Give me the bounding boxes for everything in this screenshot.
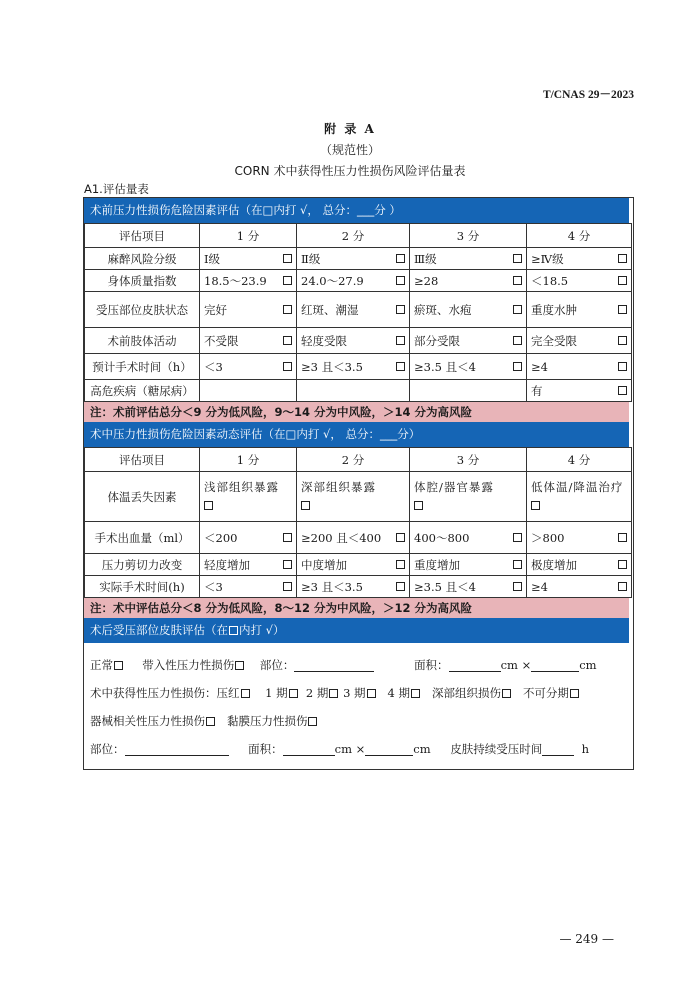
item-label: 身体质量指数 <box>85 270 200 292</box>
column-header: 4 分 <box>527 448 632 472</box>
postop-section-header <box>84 618 629 643</box>
score-option <box>531 557 627 573</box>
score-option <box>414 274 522 288</box>
score-option <box>204 579 292 595</box>
option-checkbox[interactable] <box>396 533 405 542</box>
score-option-cell <box>410 576 527 598</box>
mucosal-injury-checkbox[interactable] <box>308 717 317 726</box>
option-label: ＞800 <box>531 530 565 545</box>
score-option <box>531 333 627 349</box>
option-label: 完全受限 <box>531 333 577 348</box>
score-option <box>301 251 405 267</box>
stage2-checkbox[interactable] <box>329 689 338 698</box>
option-checkbox[interactable] <box>618 533 627 542</box>
option-checkbox[interactable] <box>513 305 522 314</box>
score-option-cell <box>297 554 410 576</box>
table-row <box>85 270 632 292</box>
score-option <box>301 273 405 289</box>
option-checkbox[interactable] <box>618 305 627 314</box>
option-checkbox[interactable] <box>396 254 405 263</box>
option-checkbox[interactable] <box>283 560 292 569</box>
score-option <box>531 251 627 267</box>
option-checkbox[interactable] <box>396 336 405 345</box>
intraop-risk-note: 注：术中评估总分＜8 分为低风险，8～12 分为中风险，＞12 分为高风险 <box>84 598 629 618</box>
score-option <box>204 273 292 289</box>
stage3-label: 3 期 <box>343 686 366 700</box>
score-option <box>301 302 405 318</box>
item-label: 手术出血量（ml） <box>85 522 200 554</box>
column-header: 2 分 <box>297 224 410 248</box>
score-option-cell <box>200 380 297 402</box>
area-length-field[interactable] <box>449 657 501 672</box>
option-checkbox[interactable] <box>396 305 405 314</box>
column-header: 评估项目 <box>85 448 200 472</box>
postop-header-tail: 内打 √） <box>239 623 285 637</box>
option-checkbox[interactable] <box>301 501 310 510</box>
option-label: ＜3 <box>204 359 223 374</box>
table-row <box>85 292 632 328</box>
option-label: Ⅱ级 <box>301 251 321 266</box>
option-label: 深部组织暴露 <box>301 479 376 494</box>
option-label: ≥4 <box>531 359 548 374</box>
option-label: 重度增加 <box>414 557 460 572</box>
table-row <box>85 328 632 354</box>
table-row <box>85 522 632 554</box>
score-option <box>414 530 522 546</box>
option-label: ＜3 <box>204 579 223 594</box>
score-option-cell <box>297 292 410 328</box>
normal-label: 正常 <box>90 658 113 672</box>
score-option-cell <box>527 522 632 554</box>
preop-risk-note: 注：术前评估总分＜9 分为低风险，9～14 分为中风险，＞14 分为高风险 <box>84 402 629 422</box>
device-injury-label: 器械相关性压力性损伤 <box>90 714 205 728</box>
postop-line-1 <box>90 651 627 679</box>
score-option-cell <box>297 380 410 402</box>
score-option-cell <box>410 292 527 328</box>
score-option-cell <box>297 270 410 292</box>
standard-number: T/CNAS 29－2023 <box>542 89 634 101</box>
score-option-cell <box>410 270 527 292</box>
area-width-field[interactable] <box>365 741 413 756</box>
item-label: 麻醉风险分级 <box>85 248 200 270</box>
score-option <box>204 557 292 573</box>
option-checkbox[interactable] <box>283 254 292 263</box>
scale-title: CORN 术中获得性压力性损伤风险评估量表 <box>234 164 466 178</box>
option-checkbox[interactable] <box>513 533 522 542</box>
option-label: ≥4 <box>531 579 548 594</box>
option-checkbox[interactable] <box>513 276 522 285</box>
option-label: 重度水肿 <box>531 302 577 317</box>
option-checkbox[interactable] <box>618 336 627 345</box>
acquired-injury-label: 术中获得性压力性损伤：压红 <box>90 686 240 700</box>
option-checkbox[interactable] <box>283 336 292 345</box>
option-label: ＜18.5 <box>531 273 569 288</box>
brought-in-injury-checkbox[interactable] <box>235 661 244 670</box>
option-checkbox[interactable] <box>204 501 213 510</box>
option-label: 体腔/器官暴露 <box>414 479 494 494</box>
item-label: 受压部位皮肤状态 <box>85 292 200 328</box>
option-label: ≥200 且＜400 <box>301 530 382 545</box>
header-row <box>85 224 632 248</box>
option-label: ≥3.5 且＜4 <box>414 579 476 594</box>
option-checkbox[interactable] <box>283 533 292 542</box>
area-length-field[interactable] <box>283 741 335 756</box>
table-row <box>85 472 632 522</box>
stage2-label: 2 期 <box>305 686 329 700</box>
score-option-cell <box>200 576 297 598</box>
column-header: 3 分 <box>410 224 527 248</box>
option-label: 中度增加 <box>301 557 347 572</box>
score-option-cell <box>200 554 297 576</box>
appendix-nature: （规范性） <box>319 143 380 157</box>
deep-tissue-checkbox[interactable] <box>502 689 511 698</box>
item-label: 预计手术时间（h） <box>85 354 200 380</box>
unstageable-label: 不可分期 <box>522 686 569 700</box>
item-label: 压力剪切力改变 <box>85 554 200 576</box>
score-option-cell <box>410 554 527 576</box>
option-checkbox[interactable] <box>618 362 627 371</box>
column-header: 1 分 <box>200 224 297 248</box>
site-label: 部位： <box>90 742 125 756</box>
score-option <box>531 360 627 374</box>
option-checkbox[interactable] <box>513 362 522 371</box>
postop-line-3 <box>90 707 627 735</box>
intraop-table <box>84 447 632 598</box>
hours-label: h <box>581 742 590 756</box>
score-option <box>531 383 627 399</box>
score-option <box>414 333 522 349</box>
option-label: Ⅲ级 <box>414 251 437 266</box>
duration-label: 皮肤持续受压时间 <box>450 742 543 756</box>
duration-field[interactable] <box>542 741 574 756</box>
option-checkbox[interactable] <box>618 254 627 263</box>
score-option <box>204 333 292 349</box>
area-label: 面积： <box>414 658 449 672</box>
score-option-cell <box>527 472 632 522</box>
site-field[interactable] <box>125 741 229 756</box>
cm-label: cm <box>579 658 597 672</box>
option-label: ≥3 且＜3.5 <box>301 359 363 374</box>
score-option-cell <box>410 380 527 402</box>
stage1-label: 1 期 <box>265 686 288 700</box>
score-option <box>301 557 405 573</box>
option-checkbox[interactable] <box>283 305 292 314</box>
option-checkbox[interactable] <box>283 276 292 285</box>
option-label: 有 <box>531 383 543 398</box>
area-label: 面积： <box>248 742 283 756</box>
score-option <box>531 273 627 289</box>
table-row <box>85 576 632 598</box>
score-option-cell <box>200 328 297 354</box>
area-width-field[interactable] <box>531 657 579 672</box>
option-checkbox[interactable] <box>396 362 405 371</box>
header-row <box>85 448 632 472</box>
score-option-cell <box>410 328 527 354</box>
score-option-cell <box>410 472 527 522</box>
score-option-cell <box>410 522 527 554</box>
site-label: 部位： <box>259 658 295 672</box>
option-checkbox[interactable] <box>618 560 627 569</box>
option-label: ≥3 且＜3.5 <box>301 579 363 594</box>
postop-line-2 <box>90 679 627 707</box>
score-option-cell <box>200 248 297 270</box>
score-option <box>301 333 405 349</box>
column-header: 评估项目 <box>85 224 200 248</box>
score-option-cell <box>200 292 297 328</box>
score-option-cell <box>527 380 632 402</box>
item-label: 高危疾病（糖尿病） <box>85 380 200 402</box>
option-label: 轻度增加 <box>204 557 250 572</box>
option-label: 400～800 <box>414 530 470 545</box>
assessment-form <box>83 197 634 770</box>
column-header: 1 分 <box>200 448 297 472</box>
site-field[interactable] <box>294 657 374 672</box>
score-option-cell <box>297 248 410 270</box>
page-number: — 249 — <box>559 932 614 946</box>
score-option-cell <box>527 576 632 598</box>
option-label: 24.0～27.9 <box>301 273 364 288</box>
section-label: A1.评估量表 <box>84 182 149 196</box>
cm-label: cm <box>413 742 431 756</box>
score-option <box>414 251 522 267</box>
option-label: 部分受限 <box>414 333 460 348</box>
option-label: 低体温/降温治疗 <box>531 479 624 494</box>
score-option <box>414 557 522 573</box>
intraop-section-header: 术中压力性损伤危险因素动态评估（在□内打 √， 总分：___分） <box>84 422 629 447</box>
score-option-cell <box>200 354 297 380</box>
table-row <box>85 248 632 270</box>
item-label: 体温丢失因素 <box>85 472 200 522</box>
option-checkbox[interactable] <box>283 362 292 371</box>
normal-checkbox[interactable] <box>114 661 123 670</box>
preop-table <box>84 223 632 402</box>
option-label: 瘀斑、水疱 <box>414 302 472 317</box>
score-option-cell <box>297 472 410 522</box>
option-checkbox[interactable] <box>618 582 627 591</box>
option-checkbox[interactable] <box>513 582 522 591</box>
option-label: 红斑、潮湿 <box>301 302 359 317</box>
score-option-cell <box>527 248 632 270</box>
cm-times-label: cm × <box>500 658 532 672</box>
option-checkbox[interactable] <box>513 254 522 263</box>
stage4-checkbox[interactable] <box>411 689 420 698</box>
option-label: ≥28 <box>414 273 439 288</box>
table-row <box>85 380 632 402</box>
appendix-title: 附 录 A <box>324 122 376 136</box>
cm-times-label: cm × <box>334 742 366 756</box>
score-option <box>301 579 405 595</box>
score-option-cell <box>297 328 410 354</box>
score-option <box>204 251 292 267</box>
score-option-cell <box>410 354 527 380</box>
score-option-cell <box>297 522 410 554</box>
column-header: 4 分 <box>527 224 632 248</box>
score-option <box>301 530 405 546</box>
score-option-cell <box>200 472 297 522</box>
option-checkbox[interactable] <box>531 501 540 510</box>
preop-section-header: 术前压力性损伤危险因素评估（在□内打 √， 总分：___分 ） <box>84 198 629 223</box>
score-option <box>414 579 522 595</box>
option-checkbox[interactable] <box>618 276 627 285</box>
option-label: ≥3.5 且＜4 <box>414 359 476 374</box>
option-checkbox[interactable] <box>396 560 405 569</box>
option-checkbox[interactable] <box>618 386 627 395</box>
option-checkbox[interactable] <box>414 501 423 510</box>
postop-line-4 <box>90 735 627 763</box>
option-label: Ⅰ级 <box>204 251 221 266</box>
redness-checkbox[interactable] <box>241 689 250 698</box>
score-option <box>414 302 522 318</box>
score-option-cell <box>527 328 632 354</box>
item-label: 术前肢体活动 <box>85 328 200 354</box>
column-header: 3 分 <box>410 448 527 472</box>
item-label: 实际手术时间(h) <box>85 576 200 598</box>
score-option <box>301 359 405 375</box>
option-checkbox[interactable] <box>396 276 405 285</box>
option-label: 不受限 <box>204 333 239 348</box>
score-option <box>204 302 292 318</box>
brought-in-injury-label: 带入性压力性损伤 <box>142 658 235 672</box>
stage3-checkbox[interactable] <box>367 689 376 698</box>
checkbox-icon <box>229 626 238 635</box>
score-option-cell <box>410 248 527 270</box>
option-label: 极度增加 <box>531 557 577 572</box>
option-label: ≥Ⅳ级 <box>531 251 564 266</box>
mucosal-injury-label: 黏膜压力性损伤 <box>226 714 308 728</box>
score-option <box>531 302 627 318</box>
option-checkbox[interactable] <box>513 336 522 345</box>
option-label: 浅部组织暴露 <box>204 479 279 494</box>
option-label: 完好 <box>204 302 227 317</box>
unstageable-checkbox[interactable] <box>570 689 579 698</box>
score-option-cell <box>297 354 410 380</box>
score-option <box>204 359 292 375</box>
option-label: ＜200 <box>204 530 238 545</box>
deep-tissue-label: 深部组织损伤 <box>431 686 501 700</box>
score-option-cell <box>297 576 410 598</box>
score-option <box>204 530 292 546</box>
score-option-cell <box>200 522 297 554</box>
stage1-checkbox[interactable] <box>289 689 298 698</box>
score-option-cell <box>527 270 632 292</box>
score-option <box>531 580 627 594</box>
table-row <box>85 354 632 380</box>
option-checkbox[interactable] <box>396 582 405 591</box>
score-option-cell <box>527 554 632 576</box>
option-checkbox[interactable] <box>283 582 292 591</box>
option-label: 轻度受限 <box>301 333 347 348</box>
postop-header-text: 术后受压部位皮肤评估（在 <box>90 623 228 637</box>
stage4-label: 4 期 <box>387 686 410 700</box>
postop-skin-assessment <box>84 643 633 769</box>
score-option-cell <box>527 292 632 328</box>
column-header: 2 分 <box>297 448 410 472</box>
table-row <box>85 554 632 576</box>
option-checkbox[interactable] <box>513 560 522 569</box>
device-injury-checkbox[interactable] <box>206 717 215 726</box>
score-option <box>414 359 522 375</box>
score-option-cell <box>527 354 632 380</box>
score-option-cell <box>200 270 297 292</box>
option-label: 18.5～23.9 <box>204 273 267 288</box>
score-option <box>531 530 627 546</box>
